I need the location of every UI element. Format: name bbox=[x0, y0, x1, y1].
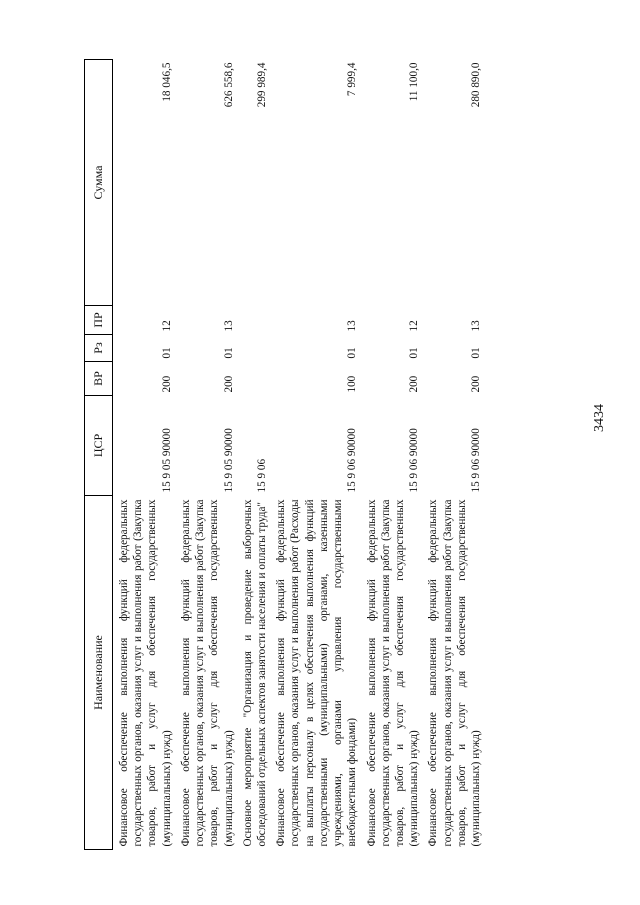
row-sum: 626 558,6 bbox=[222, 62, 235, 108]
table-row bbox=[270, 60, 360, 850]
row-rz: 01 bbox=[470, 347, 483, 359]
table-row bbox=[175, 60, 237, 850]
col-header-rz: Рз bbox=[85, 335, 113, 362]
table-header-row bbox=[85, 60, 113, 850]
row-csr: 15 9 06 90000 bbox=[408, 428, 421, 493]
row-pr: 13 bbox=[346, 320, 359, 332]
rotated-page-content bbox=[84, 60, 614, 850]
row-rz: 01 bbox=[346, 347, 359, 359]
row-sum: 7 999,4 bbox=[346, 62, 359, 97]
row-csr: 15 9 06 90000 bbox=[470, 428, 483, 493]
table-row bbox=[113, 60, 175, 850]
row-name: Финансовое обеспечение выполнения функций федеральных государственных органов, оказания услуг и выполнения работ (Закупка товаров, работ и услуг для обеспечения государственных (муниципальных) нужд) bbox=[179, 499, 235, 847]
row-rz: 01 bbox=[222, 347, 235, 359]
row-vr: 100 bbox=[346, 375, 359, 393]
row-pr bbox=[237, 306, 270, 335]
col-header-vr: ВР bbox=[85, 362, 113, 396]
row-pr: 12 bbox=[160, 320, 173, 332]
row-pr: 13 bbox=[222, 320, 235, 332]
row-csr: 15 9 06 90000 bbox=[346, 428, 359, 493]
row-rz bbox=[237, 335, 270, 362]
row-vr bbox=[237, 362, 270, 396]
row-name: Финансовое обеспечение выполнения функций федеральных государственных органов, оказания услуг и выполнения работ (Закупка товаров, работ и услуг для обеспечения государственных (муниципальных) нужд) bbox=[118, 499, 173, 847]
row-name: Основное мероприятие "Организация и проведение выборочных обследований отдельных аспектов занятости населения и оплаты труда" bbox=[241, 499, 268, 847]
col-header-sum: Сумма bbox=[85, 60, 113, 306]
row-pr: 12 bbox=[408, 320, 421, 332]
row-name: Финансовое обеспечение выполнения функций федеральных государственных органов, оказания услуг и выполнения работ (Закупка товаров, работ и услуг для обеспечения государственных (муниципальных) нужд) bbox=[427, 499, 483, 847]
row-csr: 15 9 05 90000 bbox=[222, 428, 235, 493]
col-header-name: Наименование bbox=[85, 496, 113, 850]
table-row bbox=[422, 60, 484, 850]
row-sum: 299 989,4 bbox=[255, 62, 268, 108]
row-rz: 01 bbox=[160, 347, 173, 359]
row-pr: 13 bbox=[470, 320, 483, 332]
col-header-pr: ПР bbox=[85, 306, 113, 335]
row-sum: 11 100,0 bbox=[408, 62, 421, 102]
row-vr: 200 bbox=[408, 375, 421, 393]
row-sum: 18 046,5 bbox=[160, 62, 173, 102]
col-header-csr: ЦСР bbox=[85, 396, 113, 496]
row-vr: 200 bbox=[470, 375, 483, 393]
row-vr: 200 bbox=[160, 375, 173, 393]
page-number: 3434 bbox=[592, 404, 607, 432]
row-csr: 15 9 05 90000 bbox=[160, 428, 173, 493]
row-name: Финансовое обеспечение выполнения функций федеральных государственных органов, оказания услуг и выполнения работ (Расходы на выплаты персоналу в целях обеспечения выполнения функций государственными (муниципальными) органами, казенными учреждениями, органами управления государственными внебюджетными фондами) bbox=[275, 499, 359, 847]
table-row bbox=[361, 60, 423, 850]
row-csr: 15 9 06 bbox=[255, 458, 268, 493]
budget-table bbox=[84, 59, 484, 850]
row-rz: 01 bbox=[408, 347, 421, 359]
table-row bbox=[237, 60, 270, 850]
row-vr: 200 bbox=[222, 375, 235, 393]
row-name: Финансовое обеспечение выполнения функций федеральных государственных органов, оказания услуг и выполнения работ (Закупка товаров, работ и услуг для обеспечения государственных (муниципальных) нужд) bbox=[365, 499, 421, 847]
row-sum: 280 890,0 bbox=[470, 62, 483, 108]
